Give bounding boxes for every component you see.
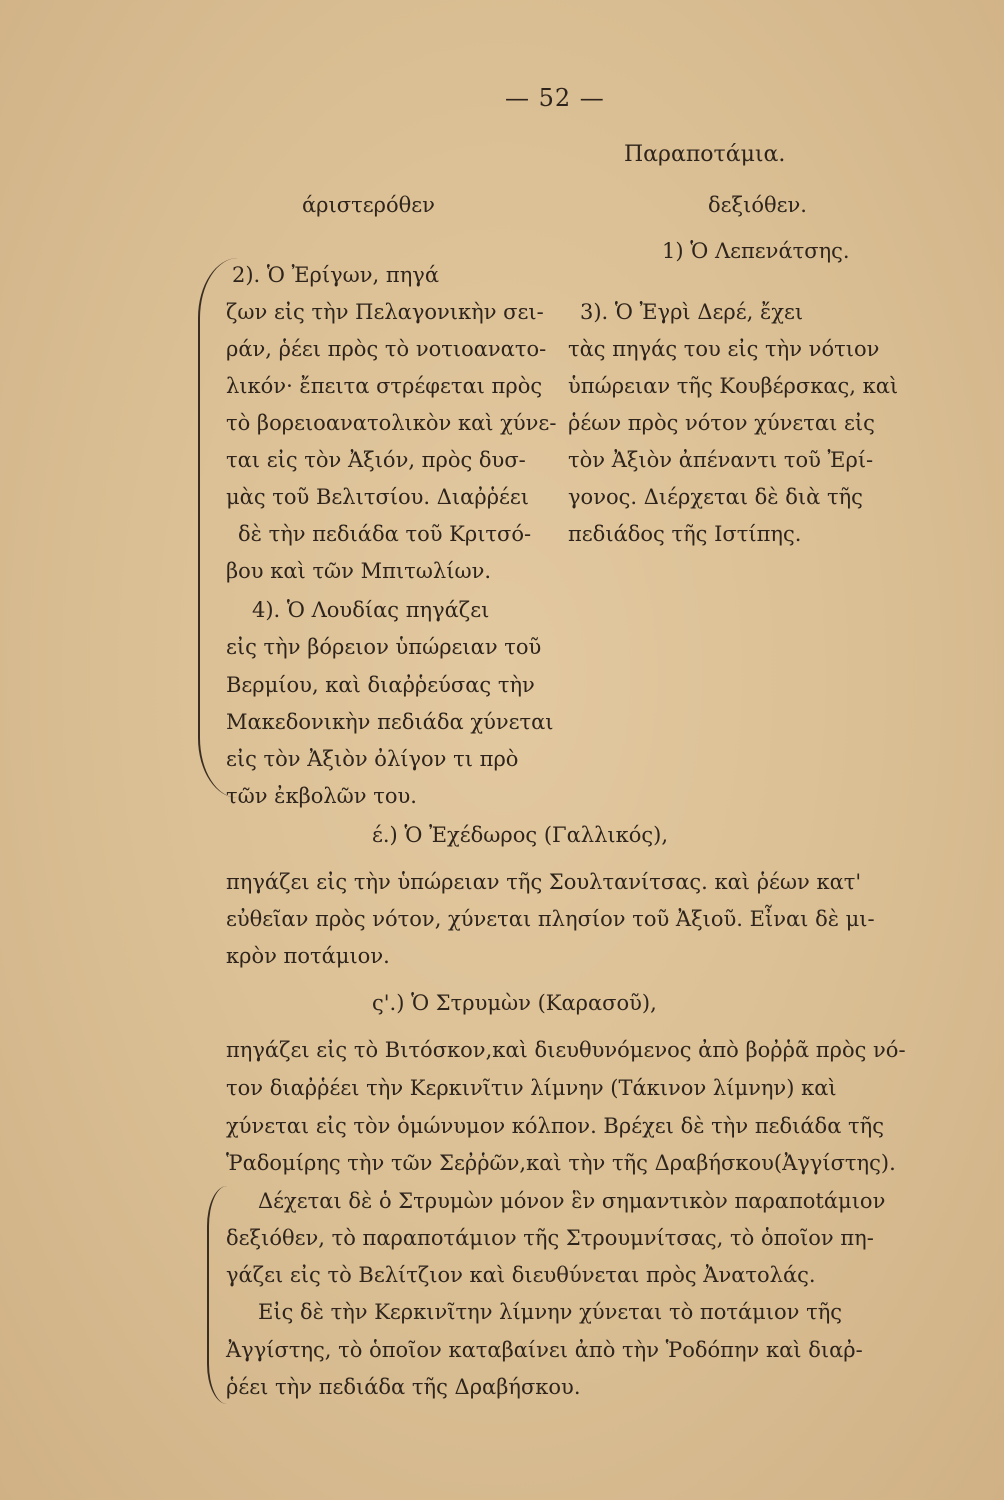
- right-line: 3). Ὁ Ἐγρὶ Δερέ, ἔχει: [580, 300, 804, 324]
- page-number: — 52 —: [505, 84, 605, 112]
- left-line: ται εἰς τὸν Ἀξιόν, πρὸς δυσ-: [226, 448, 526, 472]
- left-line: Μακεδονικὴν πεδιάδα χύνεται: [226, 710, 554, 734]
- right-line: τὸν Ἀξιὸν ἀπέναντι τοῦ Ἐρί-: [568, 448, 874, 472]
- body-line: εὐθεῖαν πρὸς νότον, χύνεται πλησίον τοῦ Ἀξιοῦ. Εἶναι δὲ μι-: [226, 907, 875, 931]
- left-line: τὸ βορειοανατολικὸν καὶ χύνε-: [226, 411, 557, 435]
- right-line: ῥέων πρὸς νότον χύνεται εἰς: [568, 411, 875, 435]
- right-line: γονος. Διέρχεται δὲ διὰ τῆς: [568, 485, 863, 509]
- body-line: Δέχεται δὲ ὁ Στρυμὼν μόνον ἓν σημαντικὸν παραπotάμιον: [258, 1189, 886, 1213]
- page-title: Παραποτάμια.: [624, 142, 786, 167]
- left-line: βου καὶ τῶν Μπιτωλίων.: [226, 559, 492, 583]
- left-line: ζων εἰς τὴν Πελαγονικὴν σει-: [226, 300, 544, 324]
- body-line: κρὸν ποτάμιον.: [226, 944, 390, 968]
- left-line: Βερμίου, καὶ διαῤῥεύσας τὴν: [226, 673, 535, 697]
- body-line: δεξιόθεν, τὸ παραποτάμιον τῆς Στρουμνίτσας, τὸ ὁποῖον πη-: [226, 1226, 874, 1250]
- body-line: Εἰς δὲ τὴν Κερκινῖτην λίμνην χύνεται τὸ ποτάμιον τῆς: [258, 1300, 843, 1324]
- body-line: πηγάζει εἰς τὴν ὑπώρειαν τῆς Σουλτανίτσας. καὶ ῥέων κατ': [226, 870, 862, 894]
- left-line: 2). Ὁ Ἐρίγων, πηγά: [232, 263, 440, 287]
- left-line: εἰς τὸν Ἀξιὸν ὀλίγον τι πρὸ: [226, 747, 519, 771]
- left-line: εἰς τὴν βόρειον ὑπώρειαν τοῦ: [226, 635, 542, 659]
- left-line: τῶν ἐκβολῶν του.: [226, 784, 417, 808]
- body-line: τον διαῤῥέει τὴν Κερκινῖτιν λίμνην (Τάκινον λίμνην) καὶ: [226, 1076, 837, 1100]
- margin-bracket-mark: [207, 1186, 239, 1404]
- body-line: ῥέει τὴν πεδιάδα τῆς Δραβήσκου.: [226, 1375, 581, 1399]
- right-line: πεδιάδος τῆς Ιστίπης.: [568, 522, 802, 546]
- left-column-heading: άριστερόθεν: [302, 193, 435, 217]
- left-line: μὰς τοῦ Βελιτσίου. Διαῤῥέει: [226, 485, 530, 509]
- section-st-heading: ς'.) Ὁ Στρυμὼν (Καρασοῦ),: [372, 991, 657, 1015]
- body-line: Ἀγγίστης, τὸ ὁποῖον καταβαίνει ἀπὸ τὴν Ῥοδόπην καὶ διαῤ-: [226, 1338, 863, 1362]
- left-line: 4). Ὁ Λουδίας πηγάζει: [252, 598, 490, 622]
- right-line: τὰς πηγάς του εἰς τὴν νότιον: [568, 337, 880, 361]
- body-line: γάζει εἰς τὸ Βελίτζιον καὶ διευθύνεται πρὸς Ἀνατολάς.: [226, 1263, 816, 1287]
- right-column-heading: δεξιόθεν.: [708, 193, 807, 217]
- section-e-heading: έ.) Ὁ Ἐχέδωρος (Γαλλικός),: [372, 823, 669, 847]
- body-line: πηγάζει εἰς τὸ Βιτόσκον,καὶ διευθυνόμενος ἀπὸ βοῤῥᾶ πρὸς νό-: [226, 1038, 906, 1062]
- right-line: ὑπώρειαν τῆς Κουβέρσκας, καὶ: [568, 374, 899, 398]
- left-line: ράν, ῥέει πρὸς τὸ νοτιοανατο-: [226, 337, 547, 361]
- body-line: χύνεται εἰς τὸν ὁμώνυμον κόλπον. Βρέχει δὲ τὴν πεδιάδα τῆς: [226, 1114, 885, 1138]
- body-line: Ῥαδομίρης τὴν τῶν Σεῤῥῶν,καὶ τὴν τῆς Δραβήσκου(Ἀγγίστης).: [226, 1151, 896, 1175]
- right-line: 1) Ὁ Λεπενάτσης.: [662, 239, 850, 263]
- left-line: δὲ τὴν πεδιάδα τοῦ Κριτσό-: [238, 522, 532, 546]
- left-line: λικόν· ἔπειτα στρέφεται πρὸς: [226, 374, 543, 398]
